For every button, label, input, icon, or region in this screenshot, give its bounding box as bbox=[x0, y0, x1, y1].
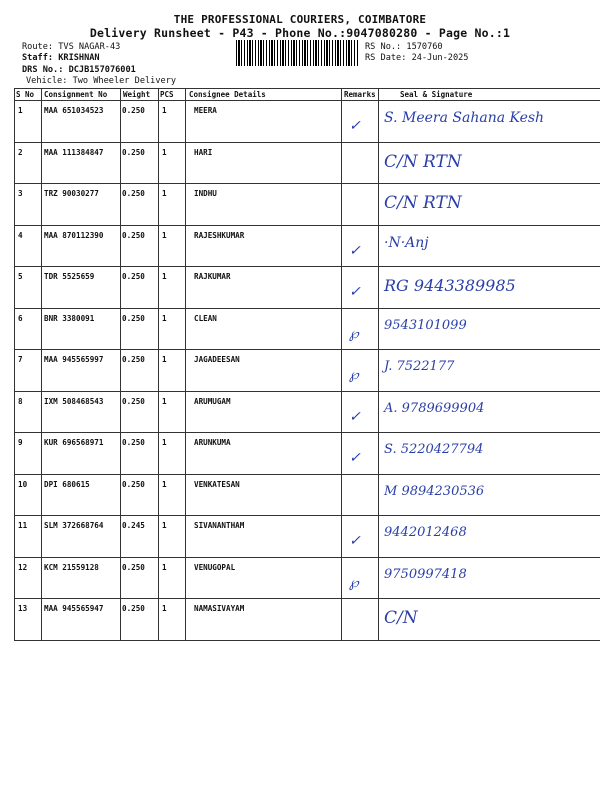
table-rule bbox=[14, 557, 600, 558]
consignment-cell: DPI 680615 bbox=[44, 479, 90, 489]
company-title: THE PROFESSIONAL COURIERS, COIMBATORE bbox=[173, 13, 427, 26]
signature-handwriting: M 9894230536 bbox=[384, 483, 485, 499]
weight-cell: 0.250 bbox=[122, 396, 145, 406]
staff-label: Staff: KRISHNAN bbox=[22, 53, 100, 63]
consignment-cell: IXM 508468543 bbox=[44, 396, 104, 406]
weight-cell: 0.250 bbox=[122, 562, 145, 572]
signature-handwriting: ·N·Anj bbox=[384, 234, 429, 251]
consignment-cell: MAA 651034523 bbox=[44, 106, 104, 115]
remark-mark: ✓ bbox=[349, 242, 361, 259]
table-rule bbox=[14, 88, 600, 89]
column-header: S No bbox=[16, 90, 35, 99]
table-rule bbox=[14, 225, 600, 226]
column-header: Seal & Signature bbox=[400, 90, 473, 99]
column-header: Remarks bbox=[344, 90, 376, 99]
sno-cell: 2 bbox=[18, 147, 23, 157]
consignee-cell: SIVANANTHAM bbox=[194, 521, 245, 530]
sno-cell: 8 bbox=[18, 396, 23, 406]
column-header: Consignee Details bbox=[189, 90, 266, 99]
table-rule bbox=[14, 640, 600, 641]
remark-mark: ℘ bbox=[349, 325, 359, 342]
weight-cell: 0.250 bbox=[122, 438, 145, 447]
column-header: PCS bbox=[160, 90, 174, 99]
consignee-cell: NAMASIVAYAM bbox=[194, 604, 245, 613]
signature-handwriting: RG 9443389985 bbox=[384, 276, 516, 295]
consignee-cell: JAGADEESAN bbox=[194, 355, 240, 364]
barcode-image bbox=[236, 40, 358, 66]
sno-cell: 7 bbox=[18, 355, 23, 364]
signature-handwriting: A. 9789699904 bbox=[384, 400, 485, 416]
signature-handwriting: 9543101099 bbox=[384, 317, 467, 333]
vehicle-label: Vehicle: Two Wheeler Delivery bbox=[26, 76, 177, 86]
signature-handwriting: C/N RTN bbox=[384, 193, 462, 213]
table-rule bbox=[14, 349, 600, 350]
signature-handwriting: J. 7522177 bbox=[384, 359, 455, 374]
consignment-cell: MAA 111384847 bbox=[44, 147, 104, 157]
column-header: Consignment No bbox=[44, 90, 108, 99]
consignment-cell: SLM 372668764 bbox=[44, 521, 104, 530]
weight-cell: 0.250 bbox=[122, 106, 145, 115]
remark-mark: ✓ bbox=[349, 408, 361, 425]
table-rule bbox=[14, 266, 600, 267]
weight-cell: 0.250 bbox=[122, 189, 145, 198]
consignment-cell: TDR 5525659 bbox=[44, 272, 95, 281]
runsheet-table bbox=[14, 88, 600, 640]
pcs-cell: 1 bbox=[162, 562, 167, 572]
remark-mark: ✓ bbox=[349, 450, 361, 466]
pcs-cell: 1 bbox=[162, 355, 167, 364]
weight-cell: 0.250 bbox=[122, 230, 145, 240]
table-rule bbox=[14, 515, 600, 516]
table-rule bbox=[14, 183, 600, 184]
table-rule bbox=[14, 100, 600, 101]
pcs-cell: 1 bbox=[162, 230, 167, 240]
table-rule bbox=[14, 432, 600, 433]
table-rule bbox=[14, 598, 600, 599]
weight-cell: 0.250 bbox=[122, 604, 145, 613]
runsheet-subtitle: Delivery Runsheet - P43 - Phone No.:9047080280 - Page No.:1 bbox=[89, 26, 511, 40]
consignment-cell: BNR 3380091 bbox=[44, 313, 95, 323]
consignee-cell: ARUNKUMA bbox=[194, 438, 231, 447]
consignment-cell: KUR 696568971 bbox=[44, 438, 104, 447]
pcs-cell: 1 bbox=[162, 604, 167, 613]
consignee-cell: RAJESHKUMAR bbox=[194, 230, 245, 240]
route-label: Route: TVS NAGAR-43 bbox=[22, 42, 121, 52]
consignee-cell: HARI bbox=[194, 147, 213, 157]
sno-cell: 12 bbox=[18, 562, 28, 572]
consignment-cell: KCM 21559128 bbox=[44, 562, 99, 572]
sno-cell: 9 bbox=[18, 438, 23, 447]
pcs-cell: 1 bbox=[162, 438, 167, 447]
weight-cell: 0.250 bbox=[122, 272, 145, 281]
consignee-cell: CLEAN bbox=[194, 313, 217, 323]
pcs-cell: 1 bbox=[162, 479, 167, 489]
pcs-cell: 1 bbox=[162, 313, 167, 323]
remark-mark: ✓ bbox=[349, 533, 361, 549]
consignment-cell: TRZ 90030277 bbox=[44, 189, 99, 198]
remark-mark: ✓ bbox=[349, 118, 361, 134]
sno-cell: 13 bbox=[18, 604, 28, 613]
weight-cell: 0.250 bbox=[122, 313, 145, 323]
signature-handwriting: C/N RTN bbox=[384, 151, 462, 172]
remark-mark: ℘ bbox=[349, 367, 359, 383]
remark-mark: ✓ bbox=[349, 284, 361, 300]
sno-cell: 4 bbox=[18, 230, 23, 240]
pcs-cell: 1 bbox=[162, 147, 167, 157]
signature-handwriting: S. Meera Sahana Kesh bbox=[384, 110, 545, 126]
table-rule bbox=[14, 474, 600, 475]
pcs-cell: 1 bbox=[162, 521, 167, 530]
drs-label: DRS No.: DCJB157076001 bbox=[22, 65, 136, 75]
consignee-cell: VENKATESAN bbox=[194, 479, 240, 489]
consignee-cell: VENUGOPAL bbox=[194, 562, 236, 572]
consignee-cell: MEERA bbox=[194, 106, 217, 115]
table-rule bbox=[14, 142, 600, 143]
remark-mark: ℘ bbox=[349, 574, 359, 591]
sno-cell: 3 bbox=[18, 189, 23, 198]
consignee-cell: ARUMUGAM bbox=[194, 396, 231, 406]
consignee-cell: RAJKUMAR bbox=[194, 272, 231, 281]
pcs-cell: 1 bbox=[162, 106, 167, 115]
signature-handwriting: C/N bbox=[384, 608, 418, 628]
pcs-cell: 1 bbox=[162, 272, 167, 281]
signature-handwriting: S. 5220427794 bbox=[384, 442, 484, 457]
column-header: Weight bbox=[123, 90, 151, 99]
sno-cell: 1 bbox=[18, 106, 23, 115]
consignment-cell: MAA 870112390 bbox=[44, 230, 104, 240]
consignment-cell: MAA 945565997 bbox=[44, 355, 104, 364]
sno-cell: 6 bbox=[18, 313, 23, 323]
rs-number: RS No.: 1570760 bbox=[365, 42, 443, 52]
sno-cell: 10 bbox=[18, 479, 28, 489]
consignment-cell: MAA 945565947 bbox=[44, 604, 104, 613]
weight-cell: 0.250 bbox=[122, 355, 145, 364]
pcs-cell: 1 bbox=[162, 189, 167, 198]
sno-cell: 5 bbox=[18, 272, 23, 281]
consignee-cell: INDHU bbox=[194, 189, 217, 198]
table-rule bbox=[14, 308, 600, 309]
pcs-cell: 1 bbox=[162, 396, 167, 406]
signature-handwriting: 9750997418 bbox=[384, 566, 467, 582]
table-rule bbox=[14, 391, 600, 392]
weight-cell: 0.245 bbox=[122, 521, 145, 530]
weight-cell: 0.250 bbox=[122, 479, 145, 489]
rs-date: RS Date: 24-Jun-2025 bbox=[365, 53, 469, 63]
weight-cell: 0.250 bbox=[122, 147, 145, 157]
signature-handwriting: 9442012468 bbox=[384, 525, 467, 540]
sno-cell: 11 bbox=[18, 521, 28, 530]
